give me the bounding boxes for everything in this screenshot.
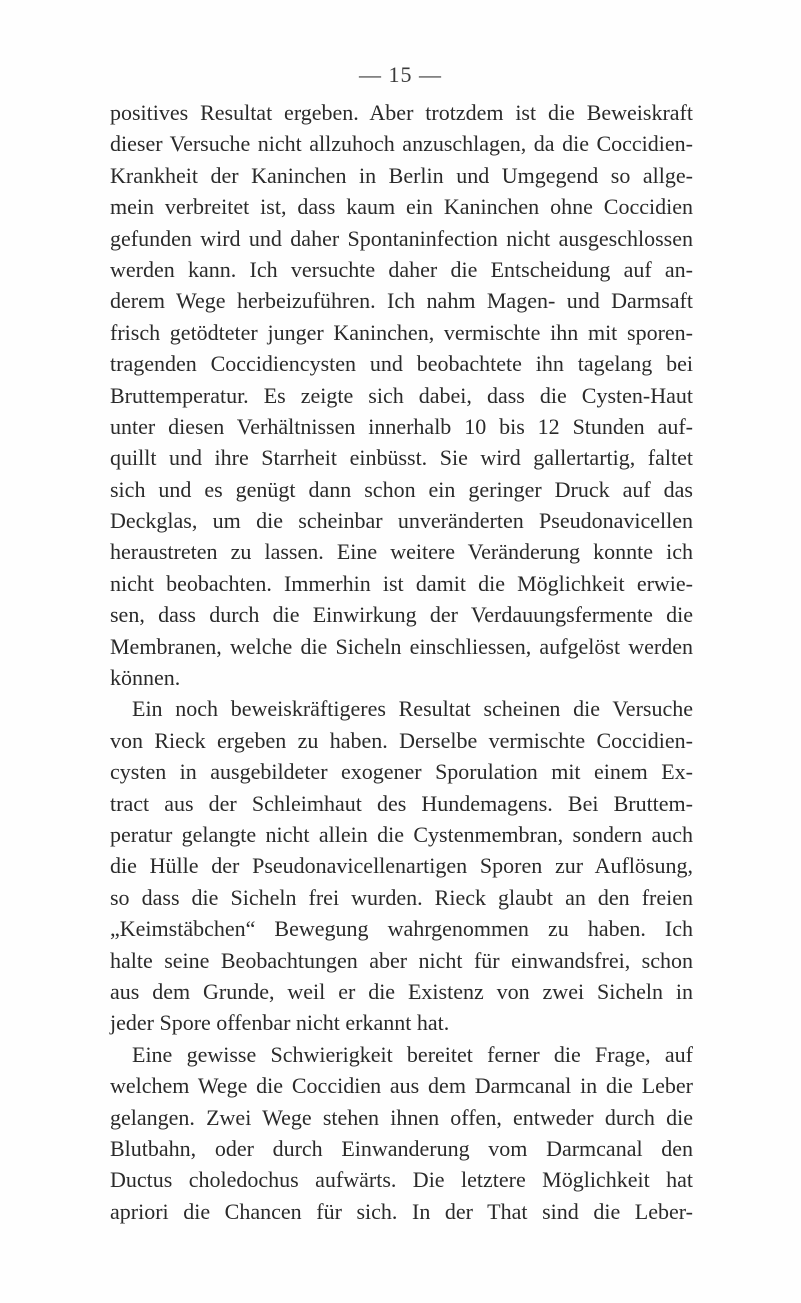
text-line: sen, dass durch die Einwirkung der Verdauungsfermente die xyxy=(110,602,693,628)
text-line: welchem Wege die Coccidien aus dem Darmcanal in die Leber xyxy=(110,1073,693,1099)
text-line: Bruttemperatur. Es zeigte sich dabei, dass die Cysten-Haut xyxy=(110,382,693,408)
text-line: mein verbreitet ist, dass kaum ein Kaninchen ohne Coccidien xyxy=(110,194,693,220)
text-line: nicht beobachten. Immerhin ist damit die Möglichkeit erwie- xyxy=(110,570,693,596)
text-line: positives Resultat ergeben. Aber trotzdem ist die Beweiskraft xyxy=(110,100,693,125)
text-line: Blutbahn, oder durch Einwanderung vom Darmcanal den xyxy=(110,1135,693,1161)
text-line: tract aus der Schleimhaut des Hundemagens. Bei Bruttem- xyxy=(110,790,693,816)
text-line: gefunden wird und daher Spontaninfection nicht ausgeschlossen xyxy=(110,225,693,251)
body-text xyxy=(110,97,693,1227)
text-line: von Rieck ergeben zu haben. Derselbe vermischte Coccidien- xyxy=(110,727,693,753)
text-line: so dass die Sicheln frei wurden. Rieck glaubt an den freien xyxy=(110,884,693,910)
text-line: jeder Spore offenbar nicht erkannt hat. xyxy=(110,1010,450,1036)
text-line: unter diesen Verhältnissen innerhalb 10 bis 12 Stunden auf- xyxy=(110,413,693,439)
text-line: Ductus choledochus aufwärts. Die letztere Möglichkeit hat xyxy=(110,1167,693,1193)
text-line: derem Wege herbeizuführen. Ich nahm Magen- und Darmsaft xyxy=(110,288,693,314)
text-line: werden kann. Ich versuchte daher die Entscheidung auf an- xyxy=(110,256,693,282)
paragraph xyxy=(110,693,693,1038)
text-line: apriori die Chancen für sich. In der That sind die Leber- xyxy=(110,1198,693,1224)
text-line: quillt und ihre Starrheit einbüsst. Sie wird gallertartig, faltet xyxy=(110,445,693,471)
text-line: „Keimstäbchen“ Bewegung wahrgenommen zu haben. Ich xyxy=(110,916,693,942)
text-line: die Hülle der Pseudonavicellenartigen Sporen zur Auflösung, xyxy=(110,853,693,879)
page-number: — 15 — xyxy=(359,62,442,87)
text-line: frisch getödteter junger Kaninchen, vermischte ihn mit sporen- xyxy=(110,319,693,345)
paragraph xyxy=(110,1039,693,1227)
text-line: Membranen, welche die Sicheln einschliessen, aufgelöst werden xyxy=(110,633,693,659)
text-line: Krankheit der Kaninchen in Berlin und Umgegend so allge- xyxy=(110,162,693,188)
text-line: Eine gewisse Schwierigkeit bereitet ferner die Frage, auf xyxy=(132,1041,693,1067)
text-line: Ein noch beweiskräftigeres Resultat scheinen die Versuche xyxy=(132,696,693,722)
text-line: tragenden Coccidiencysten und beobachtete ihn tagelang bei xyxy=(110,351,693,377)
text-line: halte seine Beobachtungen aber nicht für einwandsfrei, schon xyxy=(110,947,693,973)
text-line: aus dem Grunde, weil er die Existenz von zwei Sicheln in xyxy=(110,978,693,1004)
paragraph xyxy=(110,97,693,693)
text-line: gelangen. Zwei Wege stehen ihnen offen, entweder durch die xyxy=(110,1104,693,1130)
text-line: können. xyxy=(110,665,181,691)
text-line: peratur gelangte nicht allein die Cystenmembran, sondern auch xyxy=(110,821,693,847)
text-line: Deckglas, um die scheinbar unveränderten Pseudonavicellen xyxy=(110,508,693,534)
text-line: cysten in ausgebildeter exogener Sporulation mit einem Ex- xyxy=(110,759,693,785)
text-line: dieser Versuche nicht allzuhoch anzuschlagen, da die Coccidien- xyxy=(110,131,693,157)
text-line: heraustreten zu lassen. Eine weitere Veränderung konnte ich xyxy=(110,539,693,565)
text-line: sich und es genügt dann schon ein geringer Druck auf das xyxy=(110,476,693,502)
